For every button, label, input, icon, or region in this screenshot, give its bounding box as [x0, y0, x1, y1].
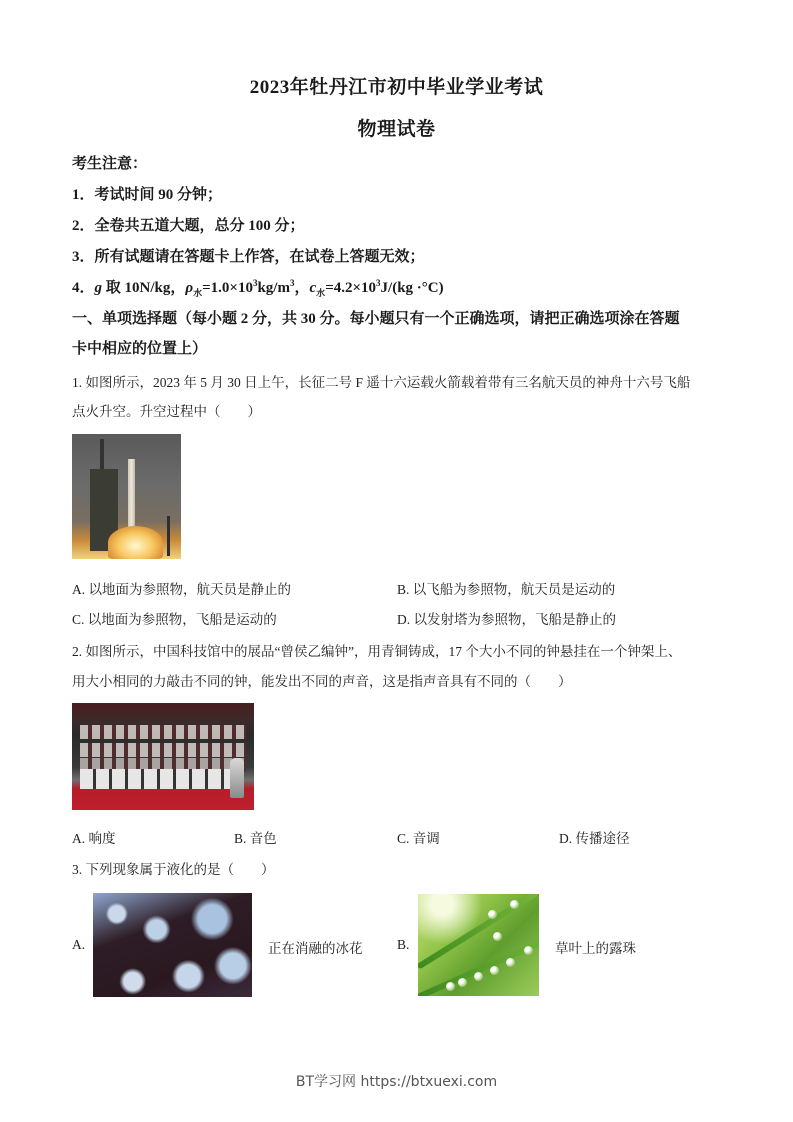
- g-value: 取 10N/kg，: [102, 280, 186, 296]
- question-2-option-b[interactable]: B. 音色: [234, 831, 277, 846]
- rho-exponent: 3: [252, 278, 258, 288]
- section-heading-line2: 卡中相应的位置上）: [72, 341, 208, 357]
- question-1-line2: 点火升空。升空过程中（ ）: [72, 404, 261, 419]
- question-1-line1: 1. 如图所示，2023 年 5 月 30 日上午，长征二号 F 遥十六运载火箭载着带有三名航天员的神舟十六号飞船: [72, 375, 691, 390]
- notice-item-1: 1．考试时间 90 分钟；: [72, 187, 223, 203]
- rho-subscript: 水: [193, 288, 203, 298]
- c-subscript: 水: [316, 288, 326, 298]
- section-heading-line1: 一、单项选择题（每小题 2 分，共 30 分。每小题只有一个正确选项，请把正确选项涂在答题: [72, 311, 680, 327]
- question-1-option-a[interactable]: A. 以地面为参照物，航天员是静止的: [72, 582, 291, 597]
- question-3-option-a-label[interactable]: A.: [72, 937, 86, 952]
- c-symbol: c: [309, 280, 317, 296]
- question-3-line1: 3. 下列现象属于液化的是（ ）: [72, 862, 275, 877]
- notice-item-3: 3．所有试题请在答题卡上作答，在试卷上答题无效；: [72, 249, 425, 265]
- frost-flowers-photo: [93, 893, 252, 997]
- c-unit: J/(kg ·°C): [380, 280, 444, 296]
- rho-unit-exponent: 3: [289, 278, 295, 288]
- bianzhong-bells-photo: [72, 703, 254, 810]
- question-3-option-a-caption: 正在消融的冰花: [268, 941, 363, 956]
- question-2-line1: 2. 如图所示，中国科技馆中的展品“曾侯乙编钟”，用青铜铸成，17 个大小不同的钟悬挂在一个钟架上、: [72, 644, 682, 659]
- rho-value: =1.0×10: [202, 280, 253, 296]
- separator: ，: [294, 280, 310, 296]
- rho-unit: kg/m: [257, 280, 290, 296]
- notice-item-2: 2．全卷共五道大题，总分 100 分；: [72, 218, 305, 234]
- rho-symbol: ρ: [185, 280, 194, 296]
- question-1-option-d[interactable]: D. 以发射塔为参照物，飞船是静止的: [397, 612, 616, 627]
- footer-watermark: BT学习网 https://btxuexi.com: [295, 1074, 498, 1090]
- exam-subtitle: 物理试卷: [357, 119, 436, 140]
- c-exponent: 3: [376, 278, 381, 288]
- rocket-launch-photo: [72, 434, 181, 559]
- question-3-option-b-label[interactable]: B.: [397, 937, 410, 952]
- question-2-line2: 用大小相同的力敲击不同的钟，能发出不同的声音，这是指声音具有不同的（ ）: [72, 674, 572, 689]
- question-3-option-b-caption: 草叶上的露珠: [555, 941, 636, 956]
- question-1-option-b[interactable]: B. 以飞船为参照物，航天员是运动的: [397, 582, 616, 597]
- notice-heading: 考生注意：: [72, 156, 148, 172]
- question-1-option-c[interactable]: C. 以地面为参照物，飞船是运动的: [72, 612, 277, 627]
- notice-item-4: [72, 276, 444, 299]
- exam-title: 2023年牡丹江市初中毕业学业考试: [249, 77, 544, 98]
- question-2-option-a[interactable]: A. 响度: [72, 831, 116, 846]
- g-symbol: g: [94, 280, 103, 296]
- item-number: 4．: [72, 280, 95, 296]
- dew-on-grass-photo: [418, 894, 539, 996]
- question-2-option-d[interactable]: D. 传播途径: [559, 831, 630, 846]
- c-value: =4.2×10: [325, 280, 377, 296]
- question-2-option-c[interactable]: C. 音调: [397, 831, 440, 846]
